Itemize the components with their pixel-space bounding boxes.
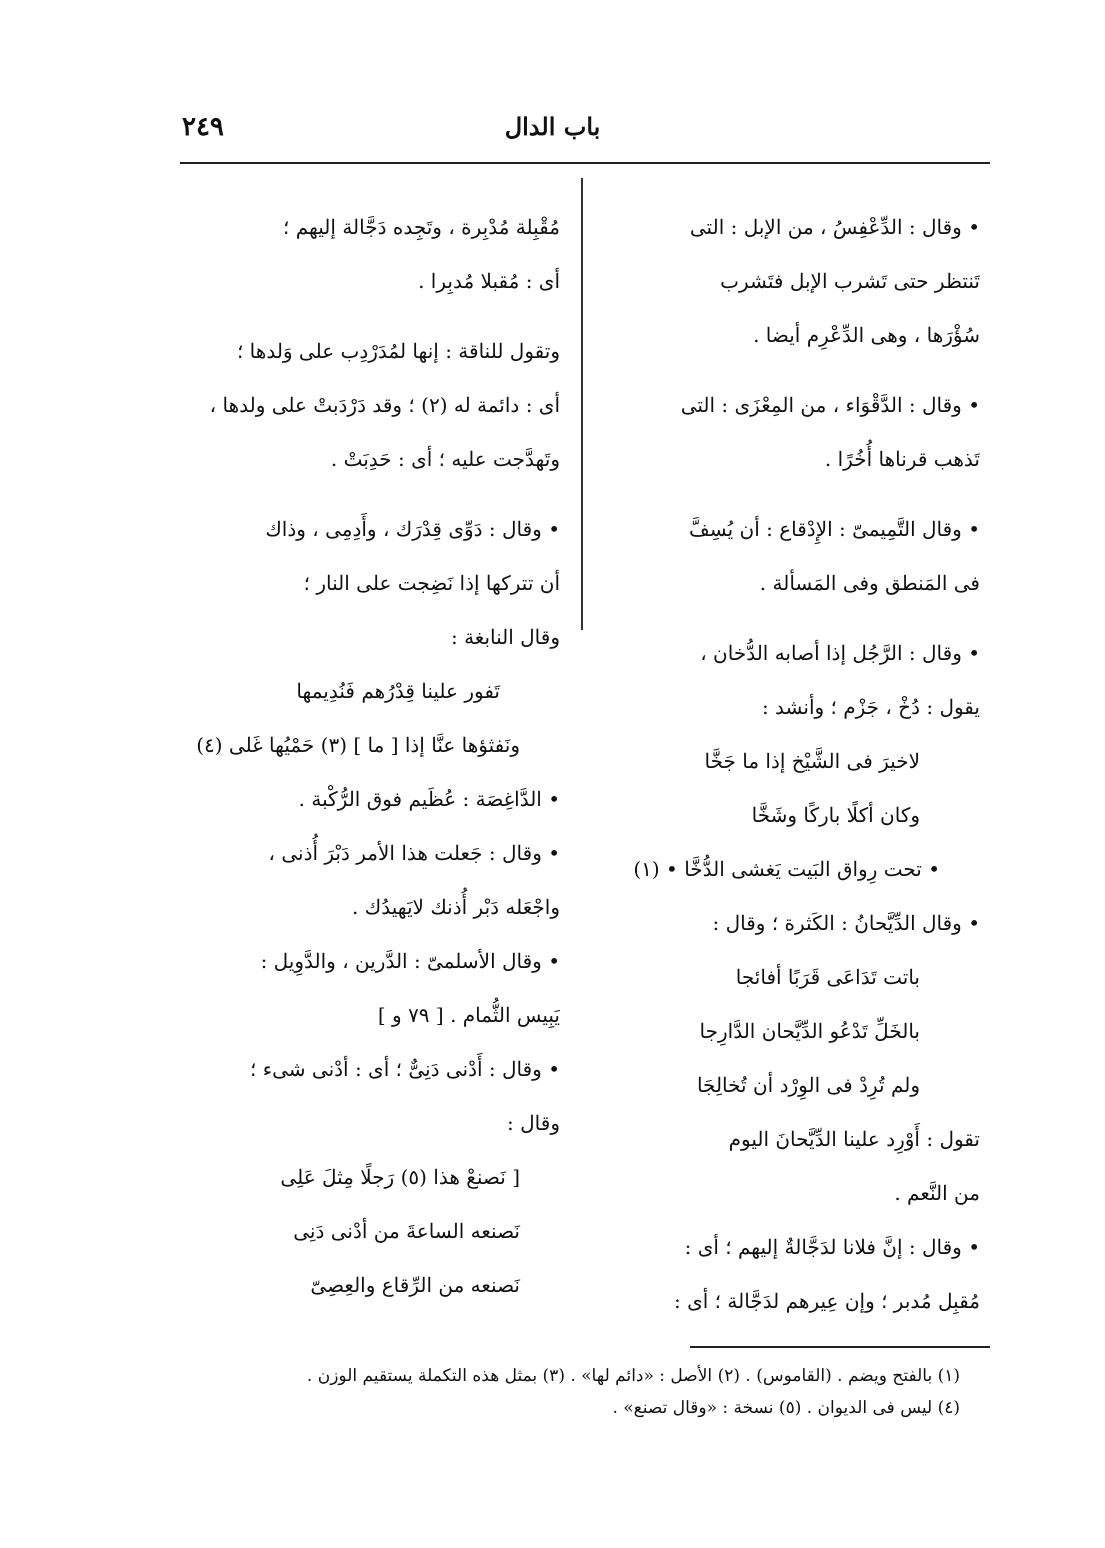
verse-line: • تحت رِواق البَيت يَغشى الدُّخَّا • (١) xyxy=(633,857,940,881)
text-line: • الدَّاغِصَة : عُظَيم فوق الرُّكْبة . xyxy=(298,787,560,811)
text-line: • وقال : الدِّعْفِسُ ، من الإبل : التى xyxy=(689,215,980,239)
verse-line: نَصنعه من الرِّقاع والعِصِىّ xyxy=(310,1273,520,1297)
verse-line: باتت تَدَاعَى قَرَبًا أفائجا xyxy=(735,965,920,989)
header-rule xyxy=(180,162,990,164)
text-line: • وقال : أَدْنى دَنِىٌّ ؛ أى : أدْنى شىء ؛ xyxy=(250,1057,560,1081)
text-line: • وقال : دَوِّى قِدْرَك ، وأَدِمِى ، وذاك xyxy=(265,517,560,541)
text-line: • وقال : الدَّقْوَاء ، من المِعْزَى : التى xyxy=(680,393,980,417)
text-line: يقول : دُخْ ، جَزْم ؛ وأنشد : xyxy=(761,695,980,719)
verse-line: ولم تُرِدْ فى الوِرْد أن تُخالِجَا xyxy=(696,1073,920,1097)
text-line: مُقْبِلة مُدْبِرة ، وتَجِده دَجَّالة إليهم ؛ xyxy=(283,215,560,239)
text-line: تَنتظر حتى تَشرب الإبل فتَشرب xyxy=(720,269,980,293)
text-line: تقول : أَوْرِد علينا الدِّيَّحانَ اليوم xyxy=(728,1127,980,1151)
footnote-rule xyxy=(690,1346,990,1348)
verse-line: نَصنعه الساعةَ من أدْنى دَنِى xyxy=(293,1219,520,1243)
text-line: سُؤْرَها ، وهى الدِّعْرِم أيضا . xyxy=(753,323,980,347)
text-line: وقال : xyxy=(507,1111,560,1135)
left-column xyxy=(180,202,560,1314)
text-line: أى : دائمة له (٢) ؛ وقد دَرْدَبتْ على ولدها ، xyxy=(209,393,560,417)
verse-line: وكان أكلًا باركًا وشَخَّا xyxy=(751,803,920,827)
text-line: • وقال : إنَّ فلانا لدَجَّالةٌ إليهم ؛ أى : xyxy=(684,1235,980,1259)
text-line: • وقال : جَعلت هذا الأمر دَبْرَ أُذنى ، xyxy=(268,841,560,865)
verse-line: تَفور علينا قِدْرُهم فَنُدِيمها xyxy=(296,679,500,703)
text-line: • وقال الأسلمىّ : الدَّرين ، والدَّوِيل : xyxy=(260,949,560,973)
verse-line: ونَفثؤها عنَّا إذا [ ما ] (٣) حَمْيُها غَلى (٤) xyxy=(196,733,520,757)
verse-line: [ نَصنعْ هذا (٥) رَجلًا مِثلَ عَلِى xyxy=(280,1165,520,1189)
text-line: من النَّعم . xyxy=(894,1181,980,1205)
text-line: • وقال التَّمِيمىّ : الإِدْقاع : أن يُسِفَّ xyxy=(689,517,980,541)
column-divider xyxy=(581,178,583,630)
verse-line: لاخيرَ فى الشَّيْخ إذا ما جَخَّا xyxy=(704,749,920,773)
footnote-line: (١) بالفتح ويضم . (القاموس) . (٢) الأصل : «دائم لها» . (٣) بمثل هذه التكملة يستقيم الوزن . xyxy=(306,1366,960,1386)
text-line: • وقال : الرَّجُل إذا أصابه الدُّخان ، xyxy=(700,641,980,665)
footnotes xyxy=(180,1360,960,1424)
running-header-title: باب الدال xyxy=(504,112,601,141)
text-line: فى المَنطق وفى المَسألة . xyxy=(759,571,980,595)
text-line: وتقول للناقة : إنها لمُدَرْدِب على وَلدها ؛ xyxy=(236,339,560,363)
footnote-line: (٤) ليس فى الديوان . (٥) نسخة : «وقال تصنع» . xyxy=(612,1398,960,1418)
right-column xyxy=(600,202,980,1330)
text-line: تَذهب قرناها أُخُرًا . xyxy=(824,447,980,471)
text-line: أى : مُقبلا مُدبِرا . xyxy=(418,269,560,293)
verse-line: بالخَلِّ تَدْعُو الدِّيَّحان الدَّارِجا xyxy=(699,1019,920,1043)
page-number: ٢٤٩ xyxy=(182,112,224,142)
text-line: أن تتركها إذا نَضِجت على النار ؛ xyxy=(303,571,560,595)
text-line: وتَهدَّجت عليه ؛ أى : حَدِبَتْ . xyxy=(330,447,560,471)
text-line: مُقبِل مُدبر ؛ وإن عِيرهم لدَجَّالة ؛ أى : xyxy=(674,1289,980,1313)
text-line: • وقال الدِّيَّحانُ : الكَثرة ؛ وقال : xyxy=(712,911,980,935)
text-line: وقال النابغة : xyxy=(450,625,560,649)
text-line: يَبِيس الثُّمام . [ ٧٩ و ] xyxy=(377,1003,560,1027)
text-line: واجْعَله دَبْر أُذنك لايَهيدُك . xyxy=(352,895,560,919)
